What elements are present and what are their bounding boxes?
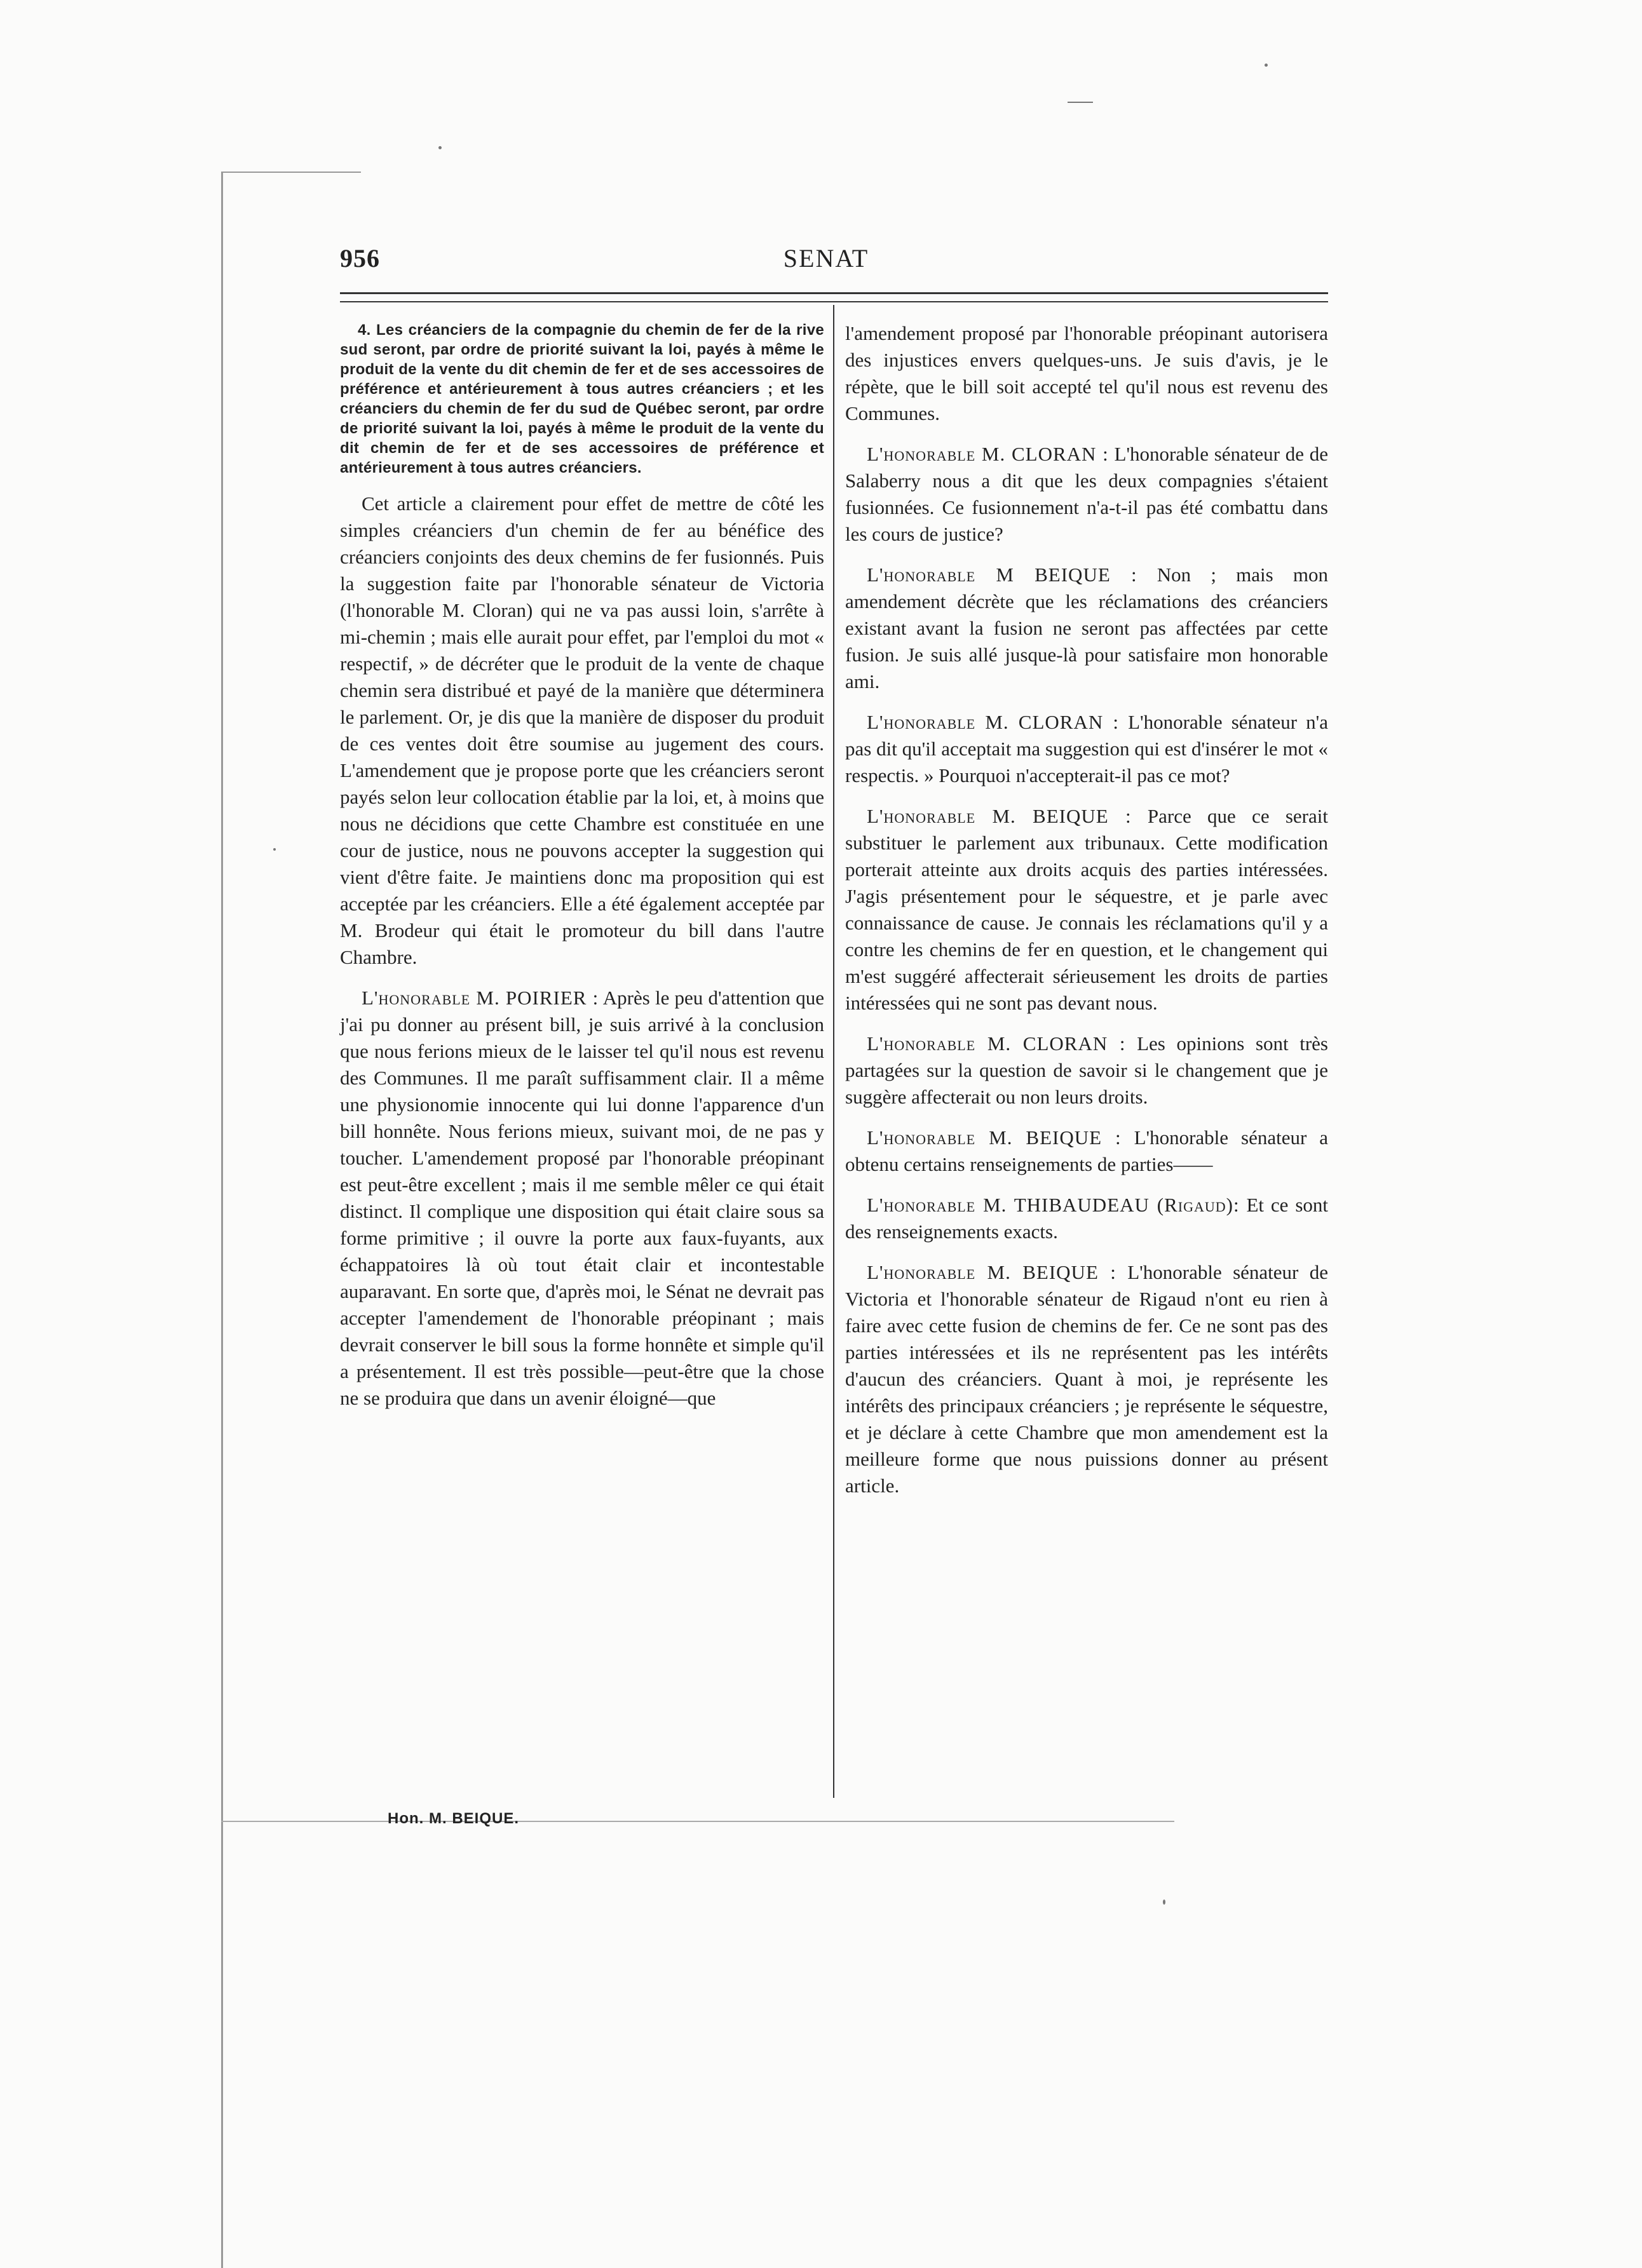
scan-frame-left (221, 172, 223, 2268)
speech-text: Et ce sont des renseignements exacts. (845, 1194, 1329, 1243)
bill-clause-quote: 4. Les créanciers de la compagnie du chemin de fer de la rive sud seront, par ordre de priorité suivant la loi, payés à même le produit de la vente du dit chemin de fer et de ses accessoires de préférence et antérieurement à tous autres créanciers ; et les créanciers du chemin de fer du sud de Québec seront, par ordre de priorité suivant la loi, payés à même le produit de la vente du dit chemin de fer et de ses accessoires de préférence et antérieurement à tous autres créanciers. (340, 321, 824, 476)
speaker-name: L'honorable M BEIQUE : (867, 564, 1137, 586)
speaker-name: L'honorable M. CLORAN : (867, 443, 1109, 465)
scan-speck (1068, 102, 1093, 103)
speaker-name: L'honorable M. CLORAN : (867, 1032, 1126, 1055)
right-column (845, 320, 1328, 1513)
speaker-name: L'honorable M. POIRIER : (362, 987, 599, 1009)
speech-text: L'honorable sénateur de de Salaberry nous a dit que les deux compagnies s'étaient fusionnées. Ce fusionnement n'a-t-il pas été combattu dans les cours de justice? (845, 443, 1329, 545)
speech-text: Les opinions sont très partagées sur la question de savoir si le changement que je suggère affecterait ou non leurs droits. (845, 1032, 1328, 1108)
scan-frame-top (221, 172, 361, 173)
left-column (340, 320, 824, 1426)
scan-speck (1163, 1900, 1165, 1905)
speech-text: L'honorable sénateur a obtenu certains renseignements de parties—— (845, 1126, 1328, 1175)
scan-speck (273, 848, 276, 851)
speech-text: Après le peu d'attention que j'ai pu donner au présent bill, je suis arrivé à la conclusion que nous ferions mieux de le laisser tel qu'il nous est revenu des Communes. Il me paraît suffisamment clair. Il a même une physionomie innocente qui lui donne l'apparence d'un bill honnête. Nous ferions mieux, suivant moi, de ne pas y toucher. L'amendement proposé par l'honorable préopinant est peut-être excellent ; mais il me semble mêler ce qui était distinct. Il complique une disposition qui était claire sous sa forme primitive ; il ouvre la porte aux faux-fuyants, aux échappatoires là où tout était clair et incontestable auparavant. En sorte que, d'après moi, le Sénat ne devrait pas accepter l'amendement de l'honorable préopinant ; mais devrait conserver le bill sous la forme honnête et simple qu'il a présentement. Il est très possible—peut-être que la chose ne se produira que dans un avenir éloigné—que (340, 987, 824, 1409)
speech-paragraph (845, 441, 1328, 548)
speech-paragraph: l'amendement proposé par l'honorable préopinant autorisera des injustices envers quelques-uns. Je suis d'avis, je le répète, que le bill soit accepté tel qu'il nous est revenu des Communes. (845, 322, 1328, 424)
speech-paragraph (340, 985, 824, 1412)
speech-paragraph (845, 562, 1328, 695)
footer-speaker: Hon. M. BEIQUE. (388, 1810, 519, 1827)
speech-paragraph (845, 1124, 1328, 1178)
speech-paragraph (845, 1259, 1328, 1499)
scan-speck (1265, 64, 1268, 67)
speech-text: L'honorable sénateur n'a pas dit qu'il acceptait ma suggestion qui est d'insérer le mot « respectis. » Pourquoi n'accepterait-il pas ce mot? (845, 711, 1328, 786)
speech-paragraph (845, 803, 1328, 1016)
header-rule-secondary (340, 301, 1328, 302)
column-divider (833, 305, 834, 1798)
scan-speck (438, 146, 442, 149)
speech-text: Parce que ce serait substituer le parlement aux tribunaux. Cette modification porterait atteinte aux droits acquis des parties intéressées. J'agis présentement pour le séquestre, et je parle avec connaissance de cause. Je connais les réclamations qu'il y a contre les chemins de fer en question, et le changement qui m'est suggéré affecterait sérieusement les droits de parties intéressées qui ne sont pas devant nous. (845, 805, 1328, 1014)
running-head: SENAT (783, 244, 869, 273)
speaker-name: L'honorable M. BEIQUE : (867, 1126, 1122, 1149)
speech-paragraph: Cet article a clairement pour effet de mettre de côté les simples créanciers d'un chemin de fer au bénéfice des créanciers conjoints des deux chemins de fer fusionnés. Puis la suggestion faite par l'honorable sénateur de Victoria (l'honorable M. Cloran) qui ne va pas aussi loin, s'arrête à mi-chemin ; mais elle aurait pour effet, par l'emploi du mot « respectif, » de décréter que le produit de la vente de chaque chemin sera distribué et payé de la manière que déterminera le parlement. Or, je dis que la manière de disposer du produit de ces ventes doit être soumise au jugement des cours. L'amendement que je propose porte que les créanciers seront payés selon leur collocation établie par la loi, et, à moins que nous ne décidions que cette Chambre est constituée en une cour de justice, nous ne pouvons accepter la suggestion qui vient d'être faite. Je maintiens donc ma proposition qui est acceptée par les créanciers. Elle a été également acceptée par M. Brodeur qui était le promoteur du bill dans l'autre Chambre. (340, 492, 824, 968)
speech-paragraph (845, 1192, 1328, 1245)
speaker-name: L'honorable M. BEIQUE : (867, 1261, 1116, 1283)
header-rule (340, 292, 1328, 294)
page-number: 956 (340, 244, 380, 273)
speech-paragraph (845, 709, 1328, 789)
speaker-name: L'honorable M. BEIQUE : (867, 805, 1132, 827)
speech-text: L'honorable sénateur de Victoria et l'honorable sénateur de Rigaud n'ont eu rien à faire avec cette fusion de chemins de fer. Ce ne sont pas des parties intéressées et ils ne représentent pas les intérêts d'aucun des créanciers. Quant à moi, je représente les intérêts des principaux créanciers ; je représente le séquestre, et je déclare à cette Chambre que mon amendement est la meilleure forme que nous puissions donner au présent article. (845, 1261, 1328, 1497)
speaker-name: L'honorable M. CLORAN : (867, 711, 1119, 733)
speech-paragraph (845, 1030, 1328, 1110)
speech-text: Non ; mais mon amendement décrète que les réclamations des créanciers existant avant la fusion ne seront pas affectées par cette fusion. Je suis allé jusque-là pour satisfaire mon honorable ami. (845, 564, 1328, 692)
speaker-name: L'honorable M. THIBAUDEAU (Rigaud): (867, 1194, 1240, 1216)
scan-frame-bottom (221, 1821, 1174, 1822)
